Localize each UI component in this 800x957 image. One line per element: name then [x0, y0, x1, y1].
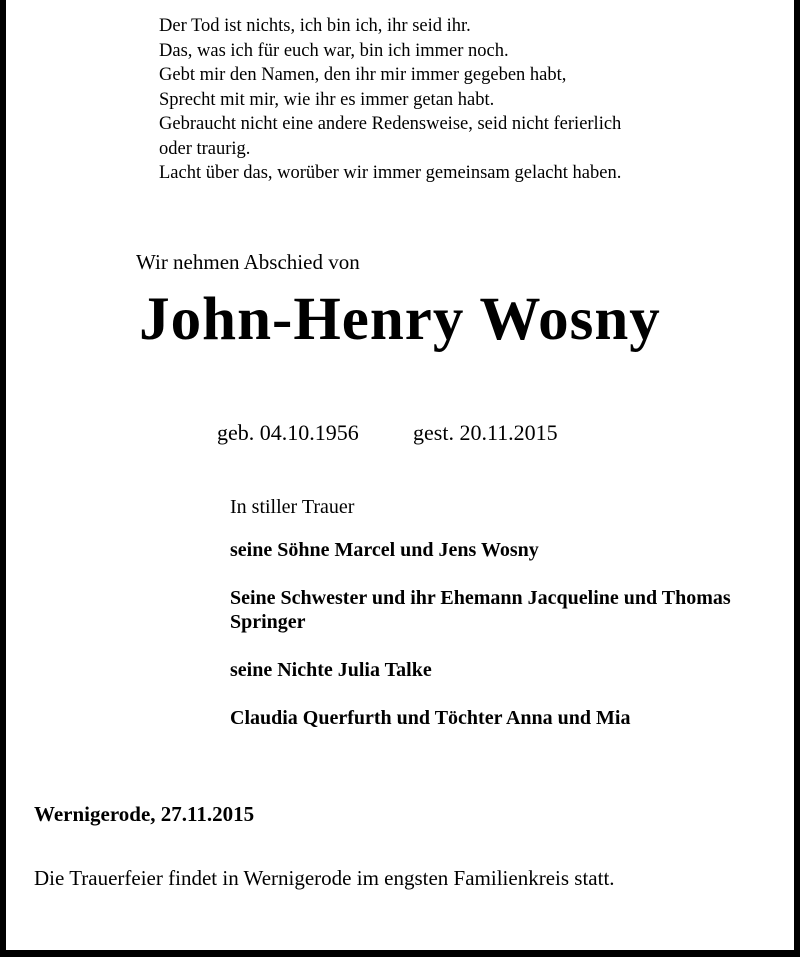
death-date: gest. 20.11.2015: [413, 420, 558, 445]
poem-line: Sprecht mit mir, wie ihr es immer getan habt.: [159, 89, 495, 110]
poem-line: Der Tod ist nichts, ich bin ich, ihr seid ihr.: [159, 16, 471, 36]
deceased-name: John-Henry Wosny: [139, 286, 661, 353]
poem-line: Gebt mir den Namen, den ihr mir immer gegeben habt,: [159, 65, 567, 85]
funeral-note: Die Trauerfeier findet in Wernigerode im engsten Familienkreis statt.: [34, 866, 615, 890]
place-date: Wernigerode, 27.11.2015: [34, 802, 255, 826]
birth-date: geb. 04.10.1956: [217, 420, 359, 445]
mourner-entry: seine Nichte Julia Talke: [230, 659, 432, 681]
mourners-list: [230, 538, 770, 754]
mourner-entry: seine Söhne Marcel und Jens Wosny: [230, 539, 539, 561]
poem-line: Das, was ich für euch war, bin ich immer noch.: [159, 40, 509, 61]
farewell-intro: Wir nehmen Abschied von: [136, 250, 360, 274]
mourner-entry: Seine Schwester und ihr Ehemann Jacqueline und Thomas Springer: [230, 587, 731, 633]
mourning-phrase: In stiller Trauer: [230, 496, 355, 518]
mourner-entry: Claudia Querfurth und Töchter Anna und Mia: [230, 707, 631, 729]
poem-line: oder traurig.: [159, 138, 251, 159]
poem-line: Gebraucht nicht eine andere Redensweise, seid nicht ferierlich: [159, 114, 622, 134]
poem-line: Lacht über das, worüber wir immer gemeinsam gelacht haben.: [159, 163, 622, 183]
poem: [159, 14, 759, 186]
